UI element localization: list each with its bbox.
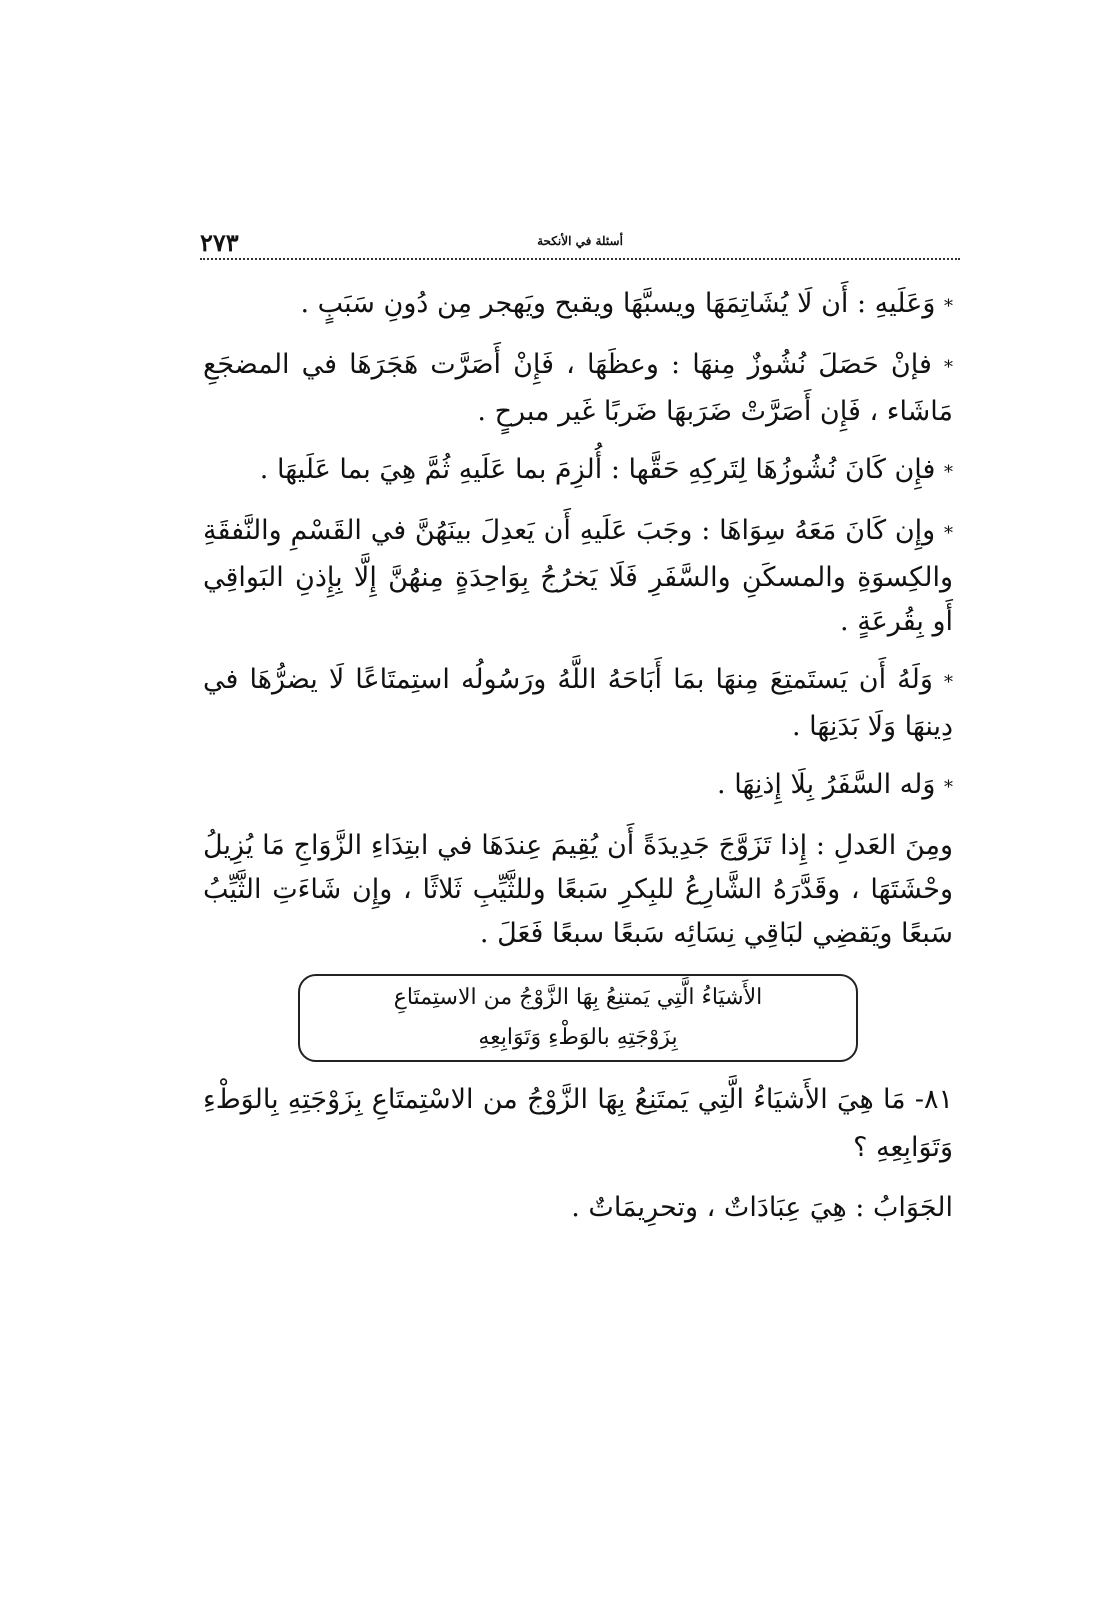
running-title: أسئلة في الأنكحة xyxy=(537,234,623,248)
answer-text: هِيَ عِبَادَاتٌ ، وتحرِيمَاتٌ . xyxy=(571,1192,847,1223)
paragraph-text: وَعَلَيهِ : أَن لَا يُشَاتِمَهَا ويسبَّهَا ويقبح ويَهجر مِن دُونِ سَبَبٍ . xyxy=(300,288,936,319)
section-heading-line: الأَشيَاءُ الَّتِي يَمتنِعُ بِهَا الزَّوْجُ من الاستِمتَاعِ xyxy=(393,985,763,1010)
paragraph-text: فإِن كَانَ نُشُوزُهَا لِتَركِهِ حَقَّها : أُلزِمَ بما عَلَيهِ ثُمَّ هِيَ بما عَلَيهَا . xyxy=(259,454,936,485)
question xyxy=(203,1076,953,1172)
bullet-marker: * xyxy=(943,357,953,378)
paragraph-text: وَلَهُ أَن يَستَمتِعَ مِنهَا بمَا أَبَاحَهُ اللَّهُ ورَسُولُه استِمتَاعًا لَا يضرُّهَا في دِينهَا وَلَا بَدَنِهَا . xyxy=(203,664,953,742)
page-number: ٢٧٣ xyxy=(200,228,239,257)
page-header xyxy=(200,228,960,258)
bullet-marker: * xyxy=(944,296,953,317)
bullet-marker: * xyxy=(944,777,953,798)
question-number: ٨١- xyxy=(914,1084,953,1115)
paragraph xyxy=(203,824,953,956)
paragraph xyxy=(203,763,953,810)
paragraph xyxy=(203,658,953,749)
question-text: مَا هِيَ الأَشيَاءُ الَّتِي يَمتَنِعُ بِهَا الزَّوْجُ من الاسْتِمتَاعِ بِزَوْجَتِهِ بِالوَطْءِ وَتَوَابِعِهِ ؟ xyxy=(203,1084,953,1163)
body-text xyxy=(203,282,953,1230)
paragraph xyxy=(203,343,953,434)
bullet-marker: * xyxy=(944,462,953,483)
section-heading-box xyxy=(298,974,858,1062)
answer xyxy=(203,1186,953,1230)
answer-label: الجَوَابُ : xyxy=(855,1192,953,1223)
paragraph xyxy=(203,282,953,329)
paragraph-text: فإنْ حَصَلَ نُشُوزٌ مِنهَا : وعظَهَا ، فَإِنْ أَصَرَّت هَجَرَهَا في المضجَعِ مَاشَاء ، فَإِن أَصَرَّتْ ضَرَبهَا ضَربًا غَير مبرحٍ . xyxy=(203,349,953,427)
bullet-marker: * xyxy=(944,672,953,693)
paragraph-text: ومِنَ العَدلِ : إِذا تَزَوَّجَ جَدِيدَةً أَن يُقِيمَ عِندَهَا في ابتِدَاءِ الزَّوَاجِ مَا يُزِيلُ وحْشَتَهَا ، وقَدَّرَهُ الشَّارِعُ للبِكرِ سَبعًا وللثَّيِّبِ ثَلاثًا ، وإِن شَاءَتِ الثَّيِّبُ سَبعًا ويَقضِي لبَاقِي نِسَائِه سَبعًا سبعًا فَعَلَ . xyxy=(203,830,953,949)
paragraph-text: وإِن كَانَ مَعَهُ سِوَاهَا : وجَبَ عَلَيهِ أَن يَعدِلَ بينَهُنَّ في القَسْمِ والنَّفقَةِ والكِسوَةِ والمسكَنِ والسَّفَرِ فَلَا يَخرُجُ بِوَاحِدَةٍ مِنهُنَّ إِلَّا بِإِذنِ البَواقِي أَو بِقُرعَةٍ . xyxy=(203,515,953,637)
paragraph xyxy=(203,509,953,644)
bullet-marker: * xyxy=(944,523,953,544)
section-heading-line: بِزَوْجَتِهِ بالوَطْءِ وَتَوَابِعِهِ xyxy=(478,1025,678,1050)
paragraph xyxy=(203,448,953,495)
paragraph-text: وَله السَّفَرُ بِلَا إِذنِهَا . xyxy=(717,769,936,800)
header-divider xyxy=(200,258,960,260)
